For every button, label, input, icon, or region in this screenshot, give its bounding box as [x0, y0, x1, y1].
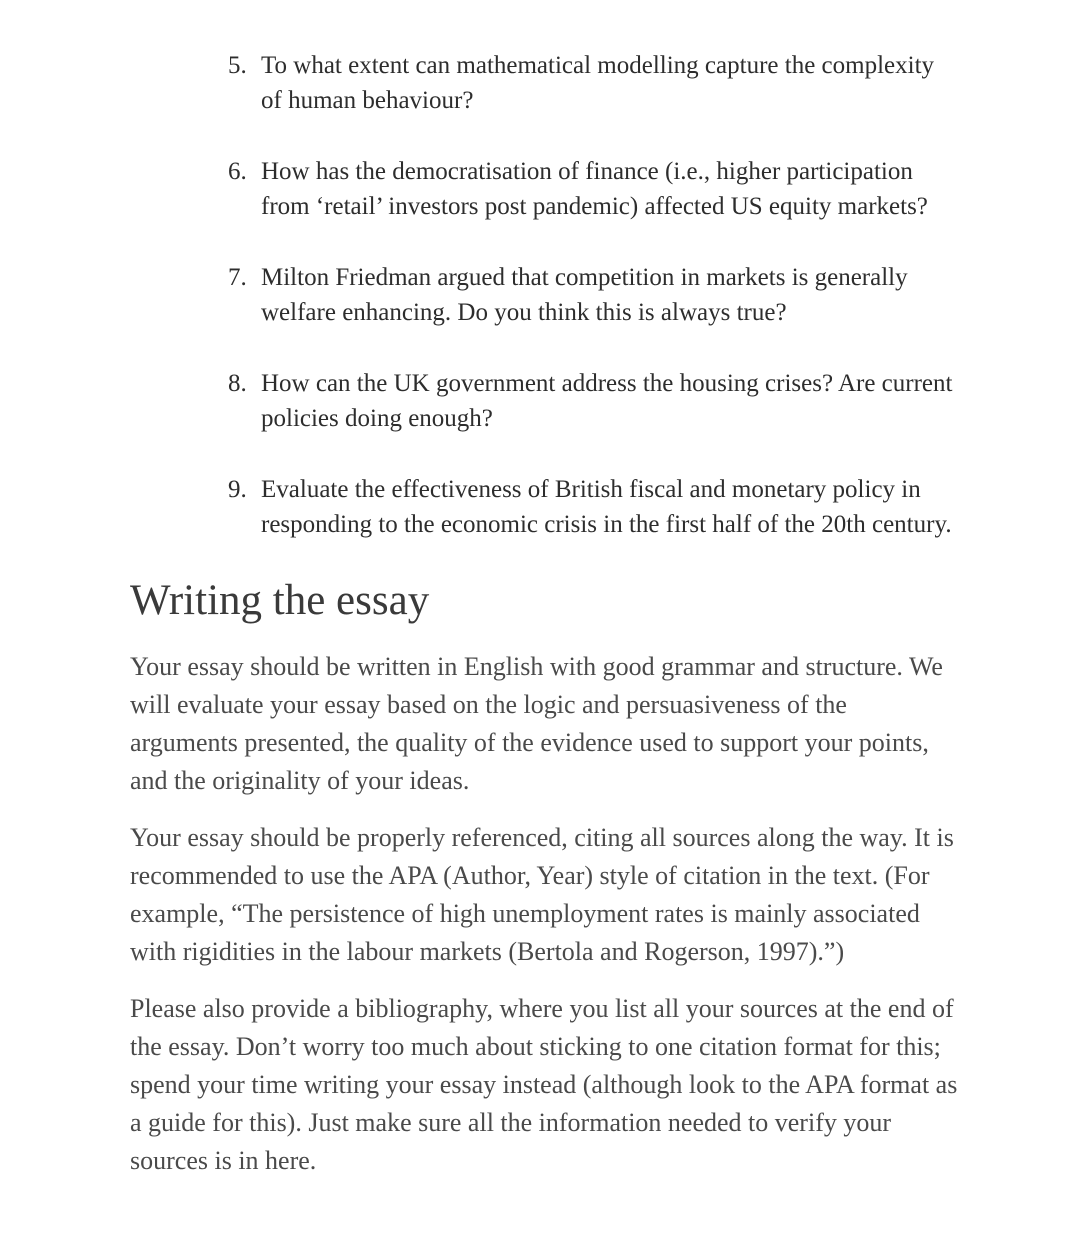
section-heading: Writing the essay	[130, 577, 430, 624]
question-number: 5.	[228, 52, 247, 79]
question-text: How can the UK government address the housing crises? Are current policies doing enough?	[261, 370, 953, 432]
paragraph-grammar-structure: Your essay should be written in English with good grammar and structure. We will evaluate your essay based on the logic and persuasiveness of the arguments presented, the quality of the evidence used to support your points, and the originality of your ideas.	[130, 652, 943, 795]
question-item	[228, 260, 958, 330]
question-item	[228, 48, 958, 118]
question-number: 9.	[228, 476, 247, 503]
paragraph-bibliography: Please also provide a bibliography, where you list all your sources at the end of the essay. Don’t worry too much about sticking to one citation format for this; spend your time writing your essay instead (although look to the APA format as a guide for this). Just make sure all the information needed to verify your sources is in here.	[130, 994, 958, 1175]
question-text: Evaluate the effectiveness of British fiscal and monetary policy in responding to the economic crisis in the first half of the 20th century.	[261, 476, 952, 538]
question-item	[228, 366, 958, 436]
question-text: To what extent can mathematical modelling capture the complexity of human behaviour?	[261, 52, 935, 114]
question-item	[228, 154, 958, 224]
question-number: 8.	[228, 370, 247, 397]
question-text: How has the democratisation of finance (i.e., higher participation from ‘retail’ investors post pandemic) affected US equity markets?	[261, 158, 928, 220]
essay-question-list	[228, 48, 958, 578]
question-item	[228, 472, 958, 542]
question-number: 6.	[228, 158, 247, 185]
question-text: Milton Friedman argued that competition in markets is generally welfare enhancing. Do you think this is always true?	[261, 264, 908, 326]
question-number: 7.	[228, 264, 247, 291]
section-body	[130, 648, 960, 1199]
paragraph-referencing: Your essay should be properly referenced, citing all sources along the way. It is recommended to use the APA (Author, Year) style of citation in the text. (For example, “The persistence of high unemployment rates is mainly associated with rigidities in the labour markets (Bertola and Rogerson, 1997).”)	[130, 823, 954, 966]
